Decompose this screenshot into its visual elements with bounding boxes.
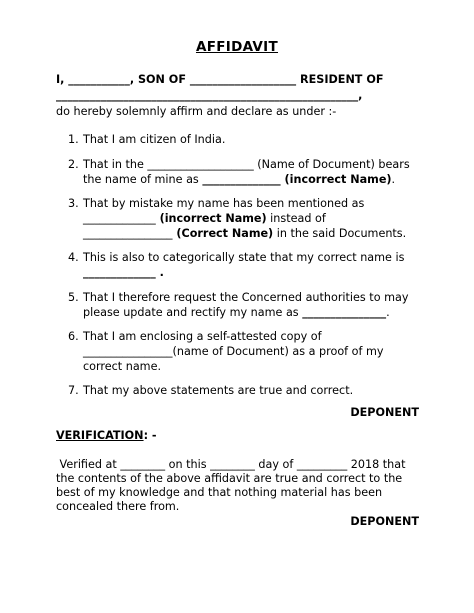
item-text: That in the ___________________ (Name of Document) bears [83,158,410,171]
item-number: 1. [68,133,79,146]
item-text-line-3: ________________ (Correct Name) in the said Documents. [83,227,407,240]
item-number: 5. [68,291,79,304]
item-text: That I am enclosing a self-attested copy of [83,330,322,343]
deponent-signature-label: DEPONENT [350,515,419,528]
item-text-line-2: ________________(name of Document) as a proof of my [83,345,384,358]
intro-line-2: ______________________________________________________, [56,89,363,102]
deponent-label: DEPONENT [350,406,419,419]
item-text: That I am citizen of India. [83,133,226,146]
verification-line-4: concealed there from. [56,500,180,513]
intro-line-3: do hereby solemnly affirm and declare as under :- [56,105,337,118]
item-text: That I therefore request the Concerned authorities to may [83,291,409,304]
item-text-line-2: _____________ . [83,266,164,279]
item-number: 7. [68,384,79,397]
document-title: AFFIDAVIT [195,39,279,55]
item-text-line-2: please update and rectify my name as _______________. [83,306,390,319]
item-text: That my above statements are true and correct. [83,384,354,397]
intro-line-1: I, ___________, SON OF ___________________ RESIDENT OF [56,73,384,86]
item-number: 4. [68,251,79,264]
item-text: That by mistake my name has been mentioned as [83,197,365,210]
item-text: This is also to categorically state that my correct name is [83,251,405,264]
item-text-line-2: _____________ (incorrect Name) instead of [83,212,326,225]
item-text-line-2: the name of mine as ______________ (incorrect Name). [83,173,396,186]
verification-line-3: best of my knowledge and that nothing material has been [56,486,383,499]
item-number: 6. [68,330,79,343]
verification-line-2: the contents of the above affidavit are true and correct to the [56,472,403,485]
item-text-line-3: correct name. [83,360,162,373]
verification-line-1: Verified at ________ on this ________ day of _________ 2018 that [56,458,406,471]
item-number: 2. [68,158,79,171]
item-number: 3. [68,197,79,210]
verification-heading: VERIFICATION: - [56,429,157,442]
